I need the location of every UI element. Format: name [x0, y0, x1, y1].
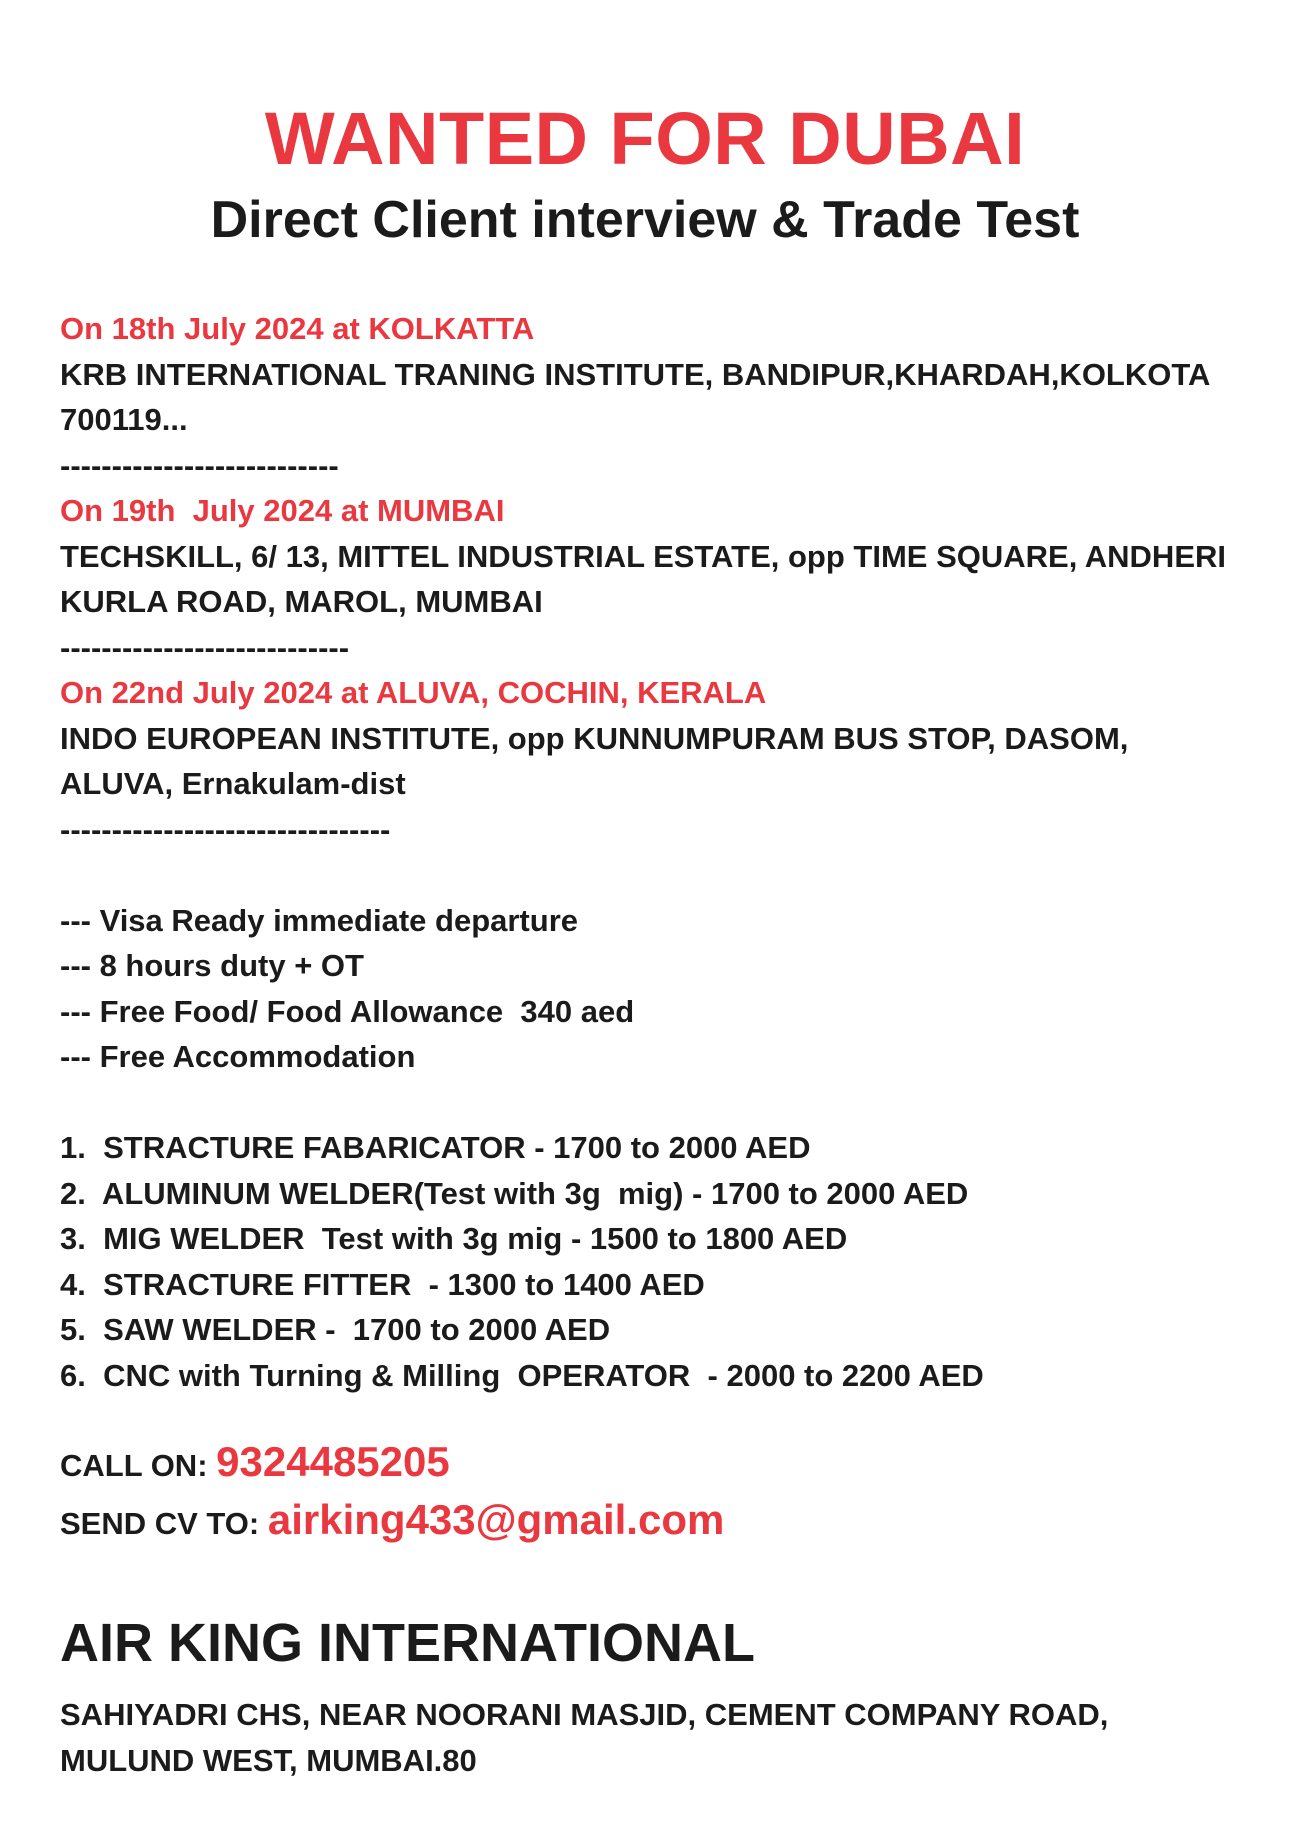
- poster-body: [60, 306, 1240, 1398]
- venue-date: On 19th July 2024 at MUMBAI: [60, 493, 505, 528]
- venue-divider: --------------------------------: [60, 811, 391, 847]
- venue-address-line: KURLA ROAD, MAROL, MUMBAI: [60, 584, 543, 619]
- phone-number[interactable]: 9324485205: [216, 1438, 450, 1485]
- venue-address-line: 700119...: [60, 402, 188, 437]
- poster-title: WANTED FOR DUBAI: [264, 97, 1026, 180]
- job-item: 1. STRACTURE FABARICATOR - 1700 to 2000 AED: [60, 1130, 811, 1165]
- company-name: AIR KING INTERNATIONAL: [60, 1613, 755, 1673]
- venue-address-line: KRB INTERNATIONAL TRANING INSTITUTE, BANDIPUR,KHARDAH,KOLKOTA: [60, 356, 1211, 392]
- cv-line: [60, 1496, 1240, 1544]
- benefit-item: --- Free Accommodation: [60, 1039, 416, 1074]
- venue-address-line: ALUVA, Ernakulam-dist: [60, 766, 406, 801]
- job-item: 3. MIG WELDER Test with 3g mig - 1500 to 1800 AED: [60, 1221, 848, 1256]
- spacer: [60, 1080, 1240, 1126]
- benefit-item: --- 8 hours duty + OT: [60, 948, 364, 983]
- venue-divider: ----------------------------: [60, 629, 350, 665]
- call-label: CALL ON:: [60, 1448, 208, 1483]
- company-address: [60, 1692, 1240, 1783]
- company-address-line: MULUND WEST, MUMBAI.80: [60, 1742, 477, 1778]
- benefit-item: --- Visa Ready immediate departure: [60, 902, 578, 938]
- spacer: [60, 852, 1240, 898]
- job-item: 6. CNC with Turning & Milling OPERATOR - 2000 to 2200 AED: [60, 1357, 984, 1393]
- call-line: [60, 1438, 1240, 1486]
- venue-address-line: INDO EUROPEAN INSTITUTE, opp KUNNUMPURAM BUS STOP, DASOM,: [60, 720, 1129, 756]
- cv-label: SEND CV TO:: [60, 1506, 260, 1541]
- job-item: 4. STRACTURE FITTER - 1300 to 1400 AED: [60, 1266, 705, 1302]
- venue-divider: ---------------------------: [60, 447, 339, 483]
- poster-subtitle: Direct Client interview & Trade Test: [210, 191, 1080, 249]
- email-address[interactable]: airking433@gmail.com: [267, 1496, 725, 1543]
- venue-date: On 22nd July 2024 at ALUVA, COCHIN, KERALA: [60, 675, 767, 710]
- venue-date: On 18th July 2024 at KOLKATTA: [60, 311, 535, 346]
- benefit-item: --- Free Food/ Food Allowance 340 aed: [60, 993, 635, 1029]
- job-item: 2. ALUMINUM WELDER(Test with 3g mig) - 1700 to 2000 AED: [60, 1175, 969, 1211]
- job-item: 5. SAW WELDER - 1700 to 2000 AED: [60, 1312, 611, 1347]
- company-address-line: SAHIYADRI CHS, NEAR NOORANI MASJID, CEMENT COMPANY ROAD,: [60, 1697, 1109, 1732]
- venue-address-line: TECHSKILL, 6/ 13, MITTEL INDUSTRIAL ESTATE, opp TIME SQUARE, ANDHERI: [60, 538, 1226, 574]
